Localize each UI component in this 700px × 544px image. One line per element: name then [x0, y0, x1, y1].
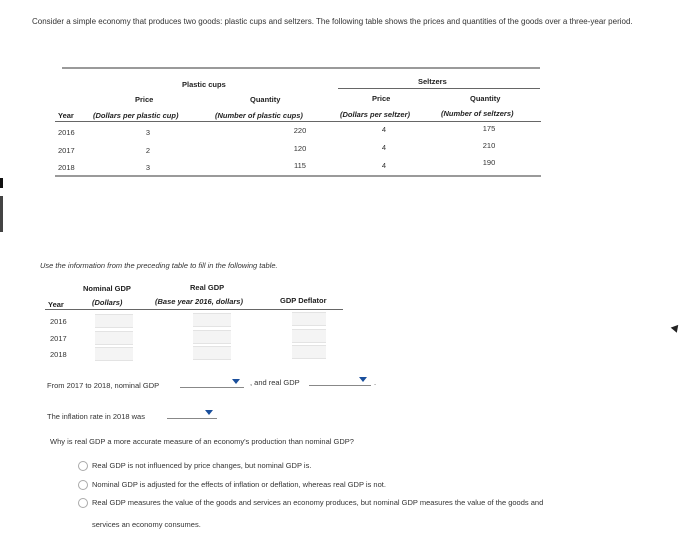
real-gdp-input[interactable] [193, 330, 231, 344]
cell-s-quantity: 175 [482, 124, 496, 133]
mouse-cursor-icon [671, 322, 682, 333]
col-header-year: Year [48, 300, 64, 309]
nominal-gdp-input[interactable] [95, 347, 133, 361]
q1-suffix: . [374, 378, 377, 387]
seltzers-group-rule [338, 88, 540, 89]
cell-pc-quantity: 120 [293, 144, 307, 153]
table-row-year: 2018 [58, 163, 75, 172]
chevron-down-icon [359, 377, 367, 382]
radio-option-label: Real GDP measures the value of the goods and services an economy produces, but nominal GDP measures the value of the goods and [92, 498, 544, 507]
table-top-rule [62, 67, 540, 69]
gdp-deflator-input[interactable] [292, 312, 326, 326]
col-unit-real-gdp: (Base year 2016, dollars) [155, 297, 243, 306]
col-header-pc-quantity: Quantity [250, 95, 281, 104]
col-header-gdp-deflator: GDP Deflator [280, 296, 327, 305]
q1-middle: , and real GDP [250, 378, 300, 387]
cell-s-quantity: 190 [482, 158, 496, 167]
nominal-gdp-change-dropdown[interactable] [180, 375, 244, 388]
col-header-real-gdp: Real GDP [190, 283, 225, 292]
cell-s-price: 4 [381, 125, 387, 134]
q3-question: Why is real GDP a more accurate measure of an economy's production than nominal GDP? [50, 437, 354, 446]
cell-s-price: 4 [381, 161, 387, 170]
q2-prefix: The inflation rate in 2018 was [47, 412, 145, 421]
q1-prefix: From 2017 to 2018, nominal GDP [47, 381, 160, 390]
cell-pc-price: 2 [145, 146, 151, 155]
inflation-rate-dropdown[interactable] [167, 406, 217, 419]
nominal-gdp-input[interactable] [95, 314, 133, 328]
chevron-down-icon [205, 410, 213, 415]
cell-pc-quantity: 220 [293, 126, 307, 135]
cell-pc-price: 3 [145, 163, 151, 172]
radio-option-label: Real GDP is not influenced by price changes, but nominal GDP is. [92, 461, 312, 470]
table-bottom-rule [55, 175, 541, 177]
left-edge-marker [0, 178, 3, 188]
cell-s-price: 4 [381, 143, 387, 152]
radio-button[interactable] [78, 461, 88, 471]
col-unit-pc-price: (Dollars per plastic cup) [93, 111, 179, 120]
left-edge-marker [0, 196, 3, 232]
radio-option-label: Nominal GDP is adjusted for the effects of inflation or deflation, whereas real GDP is not. [92, 480, 386, 489]
table-row-year: 2018 [50, 350, 67, 359]
radio-button[interactable] [78, 498, 88, 508]
cell-pc-price: 3 [145, 128, 151, 137]
table-row-year: 2016 [50, 317, 67, 326]
col-unit-pc-quantity: (Number of plastic cups) [215, 111, 303, 120]
col-unit-nominal-gdp: (Dollars) [92, 298, 123, 307]
col-header-pc-price: Price [135, 95, 154, 104]
header-bottom-rule [55, 121, 541, 122]
radio-button[interactable] [78, 480, 88, 490]
table-row-year: 2017 [58, 146, 75, 155]
chevron-down-icon [232, 379, 240, 384]
fill-table-instruction: Use the information from the preceding table to fill in the following table. [40, 261, 278, 270]
real-gdp-input[interactable] [193, 313, 231, 327]
nominal-gdp-input[interactable] [95, 331, 133, 345]
col-header-year: Year [58, 111, 74, 120]
cell-s-quantity: 210 [482, 141, 496, 150]
group-header-seltzers: Seltzers [418, 77, 447, 86]
col-unit-s-price: (Dollars per seltzer) [340, 110, 411, 119]
gdp-deflator-input[interactable] [292, 345, 326, 359]
gdp-deflator-input[interactable] [292, 329, 326, 343]
table-row-year: 2017 [50, 334, 67, 343]
col-header-nominal-gdp: Nominal GDP [83, 284, 131, 293]
group-header-plastic-cups: Plastic cups [182, 80, 226, 89]
real-gdp-input[interactable] [193, 346, 231, 360]
real-gdp-change-dropdown[interactable] [309, 373, 371, 386]
table-row-year: 2016 [58, 128, 75, 137]
problem-intro: Consider a simple economy that produces two goods: plastic cups and seltzers. The following table shows the prices and quantities of the goods over a three-year period. [32, 17, 633, 26]
col-header-s-quantity: Quantity [470, 94, 501, 103]
cell-pc-quantity: 115 [294, 161, 306, 170]
col-unit-s-quantity: (Number of seltzers) [441, 109, 514, 118]
gdp-header-rule [45, 309, 343, 310]
radio-option-label-continued: services an economy consumes. [92, 520, 201, 529]
col-header-s-price: Price [372, 94, 391, 103]
